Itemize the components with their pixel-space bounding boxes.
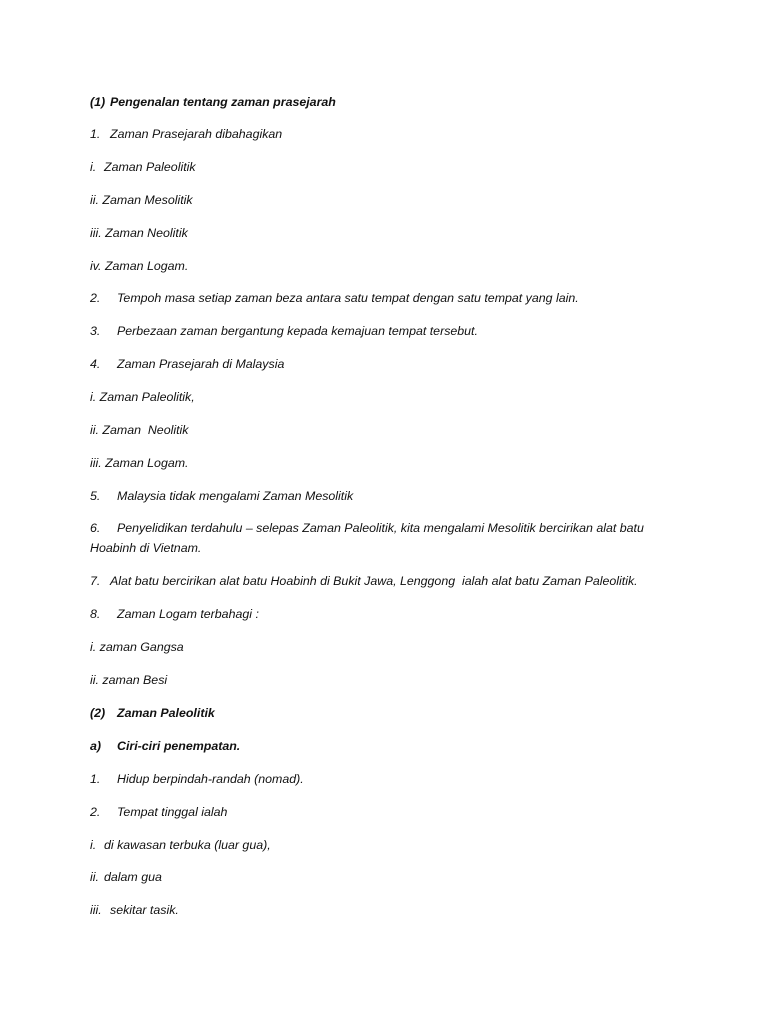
list-item: 8. Zaman Logam terbahagi : (90, 607, 259, 621)
list-item: ii. Zaman Mesolitik (90, 193, 193, 207)
list-item: ii. Zaman Neolitik (90, 423, 189, 437)
list-item: iii. sekitar tasik. (90, 903, 179, 917)
list-item: ii. dalam gua (90, 870, 162, 884)
list-item: 1. Zaman Prasejarah dibahagikan (90, 127, 283, 141)
list-item: 2. Tempoh masa setiap zaman beza antara satu tempat dengan satu tempat yang lain. (90, 291, 579, 305)
list-item: i. di kawasan terbuka (luar gua), (90, 838, 271, 852)
list-item: ii. zaman Besi (90, 673, 168, 687)
list-item: i. Zaman Paleolitik (90, 160, 196, 174)
list-item: 4. Zaman Prasejarah di Malaysia (90, 357, 285, 371)
list-item: 7. Alat batu bercirikan alat batu Hoabinh di Bukit Jawa, Lenggong ialah alat batu Zaman Paleolitik. (90, 574, 638, 588)
list-item: 2. Tempat tinggal ialah (90, 805, 228, 819)
section-heading-2: (2) Zaman Paleolitik (90, 706, 215, 720)
list-item: iv. Zaman Logam. (90, 259, 189, 273)
section-heading-1: (1) Pengenalan tentang zaman prasejarah (90, 95, 336, 109)
list-item: 5. Malaysia tidak mengalami Zaman Mesolitik (90, 489, 354, 503)
subsection-heading: a) Ciri-ciri penempatan. (90, 739, 241, 753)
list-item: iii. Zaman Logam. (90, 456, 189, 470)
list-item: iii. Zaman Neolitik (90, 226, 188, 240)
list-item: 3. Perbezaan zaman bergantung kepada kemajuan tempat tersebut. (90, 324, 478, 338)
list-item: 1. Hidup berpindah-randah (nomad). (90, 772, 304, 786)
list-item: 6. Penyelidikan terdahulu – selepas Zaman Paleolitik, kita mengalami Mesolitik bercirikan alat batu Hoabinh di Vietnam. (90, 521, 644, 555)
list-item: i. zaman Gangsa (90, 640, 184, 654)
list-item: i. Zaman Paleolitik, (90, 390, 195, 404)
